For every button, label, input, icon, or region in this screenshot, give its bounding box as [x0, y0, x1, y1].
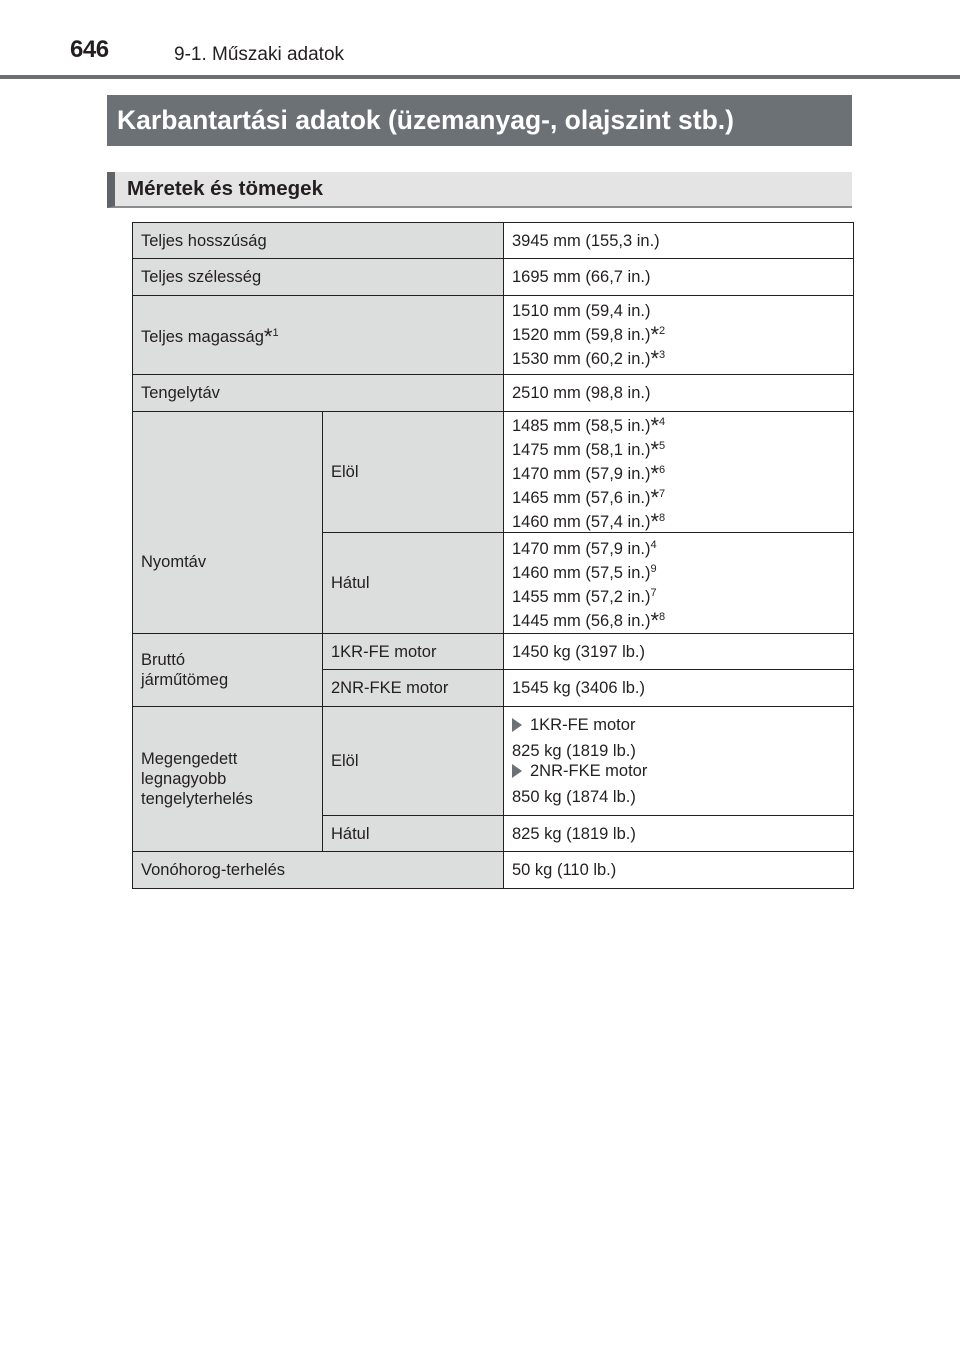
footnote-number: 9	[650, 563, 657, 575]
axle-rear-value: 825 kg (1819 lb.)	[504, 816, 854, 852]
table-row	[133, 223, 854, 259]
table-row	[133, 375, 854, 412]
footnote-star: *	[650, 413, 660, 438]
gross-weight-value: 1450 kg (3197 lb.)	[504, 634, 854, 670]
footnote-number: 5	[659, 440, 666, 452]
tread-rear-label: Hátul	[323, 533, 504, 634]
tread-value-text: 1470 mm (57,9 in.)	[512, 465, 651, 483]
footnote-number: 7	[659, 488, 666, 500]
table-row	[133, 412, 854, 533]
width-label: Teljes szélesség	[133, 259, 504, 296]
engine-bullet	[512, 761, 845, 781]
axle-load-label-line: legnagyobb	[141, 770, 227, 788]
engine-name: 2NR-FKE motor	[530, 762, 648, 780]
tread-rear-values	[504, 533, 854, 634]
tread-value-line	[512, 484, 845, 508]
length-label: Teljes hosszúság	[133, 223, 504, 259]
engine-label: 1KR-FE motor	[323, 634, 504, 670]
table-row	[133, 296, 854, 375]
engine-name: 1KR-FE motor	[530, 716, 636, 734]
axle-rear-label: Hátul	[323, 816, 504, 852]
towbar-label: Vonóhorog-terhelés	[133, 852, 504, 889]
tread-value-text: 1460 mm (57,4 in.)	[512, 513, 651, 531]
footnote-number: 3	[659, 349, 666, 361]
height-value-text: 1510 mm (59,4 in.)	[512, 302, 651, 320]
footnote-star: *	[650, 322, 660, 347]
axle-load-label	[133, 707, 323, 852]
tread-value-line	[512, 436, 845, 460]
height-values	[504, 296, 854, 375]
tread-front-label: Elöl	[323, 412, 504, 533]
main-heading: Karbantartási adatok (üzemanyag-, olajszint stb.)	[107, 95, 852, 146]
table-row	[133, 259, 854, 296]
height-value-line	[512, 345, 845, 369]
footnote-star: *	[650, 485, 660, 510]
axle-front-label: Elöl	[323, 707, 504, 816]
sub-heading: Méretek és tömegek	[107, 172, 852, 208]
tread-value-line	[512, 412, 845, 436]
wheelbase-label: Tengelytáv	[133, 375, 504, 412]
footnote-number: 2	[659, 325, 666, 337]
triangle-bullet-icon	[512, 718, 522, 732]
axle-load-label-line: tengelyterhelés	[141, 790, 253, 808]
height-value-text: 1530 mm (60,2 in.)	[512, 350, 651, 368]
height-value-line	[512, 301, 845, 321]
tread-value-line	[512, 535, 845, 559]
footnote-star: *	[650, 437, 660, 462]
tread-value-line	[512, 508, 845, 532]
tread-value-line	[512, 559, 845, 583]
tread-value-line	[512, 607, 845, 631]
tread-value-text: 1465 mm (57,6 in.)	[512, 489, 651, 507]
tread-value-line	[512, 460, 845, 484]
footnote-number: 1	[272, 327, 279, 339]
triangle-bullet-icon	[512, 764, 522, 778]
height-label-text: Teljes magasság	[141, 328, 264, 346]
height-value-text: 1520 mm (59,8 in.)	[512, 326, 651, 344]
tread-value-text: 1460 mm (57,5 in.)	[512, 564, 651, 582]
header-divider	[0, 75, 960, 79]
footnote-star: *	[650, 608, 660, 633]
gross-weight-label	[133, 634, 323, 707]
tread-value-line	[512, 583, 845, 607]
table-row	[133, 852, 854, 889]
axle-load-label-line: Megengedett	[141, 750, 238, 768]
section-title: 9-1. Műszaki adatok	[174, 44, 345, 65]
tread-label: Nyomtáv	[133, 412, 323, 634]
table-row	[133, 634, 854, 670]
footnote-number: 6	[659, 464, 666, 476]
tread-value-text: 1470 mm (57,9 in.)	[512, 540, 651, 558]
footnote-star: *	[650, 346, 660, 371]
gross-weight-label-line: Bruttó	[141, 651, 186, 669]
wheelbase-value: 2510 mm (98,8 in.)	[504, 375, 854, 412]
footnote-number: 4	[659, 416, 666, 428]
page-number: 646	[70, 36, 109, 63]
width-value: 1695 mm (66,7 in.)	[504, 259, 854, 296]
axle-load-value: 825 kg (1819 lb.)	[512, 742, 636, 760]
footnote-number: 8	[659, 611, 666, 623]
height-label	[133, 296, 504, 375]
tread-value-text: 1485 mm (58,5 in.)	[512, 417, 651, 435]
height-value-line	[512, 321, 845, 345]
footnote-number: 7	[650, 587, 657, 599]
footnote-star: *	[650, 509, 660, 534]
engine-label: 2NR-FKE motor	[323, 670, 504, 707]
tread-front-values	[504, 412, 854, 533]
tread-value-text: 1475 mm (58,1 in.)	[512, 441, 651, 459]
footnote-star: *	[263, 324, 273, 349]
engine-bullet	[512, 715, 845, 735]
gross-weight-label-line: járműtömeg	[141, 671, 229, 689]
footnote-number: 4	[650, 539, 657, 551]
dimensions-table	[132, 222, 854, 889]
footnote-star: *	[650, 461, 660, 486]
axle-load-value: 850 kg (1874 lb.)	[512, 788, 636, 806]
tread-value-text: 1445 mm (56,8 in.)	[512, 612, 651, 630]
tread-value-text: 1455 mm (57,2 in.)	[512, 588, 651, 606]
footnote-number: 8	[659, 512, 666, 524]
length-value: 3945 mm (155,3 in.)	[504, 223, 854, 259]
gross-weight-value: 1545 kg (3406 lb.)	[504, 670, 854, 707]
axle-front-values	[504, 707, 854, 816]
table-row	[133, 707, 854, 816]
towbar-value: 50 kg (110 lb.)	[504, 852, 854, 889]
